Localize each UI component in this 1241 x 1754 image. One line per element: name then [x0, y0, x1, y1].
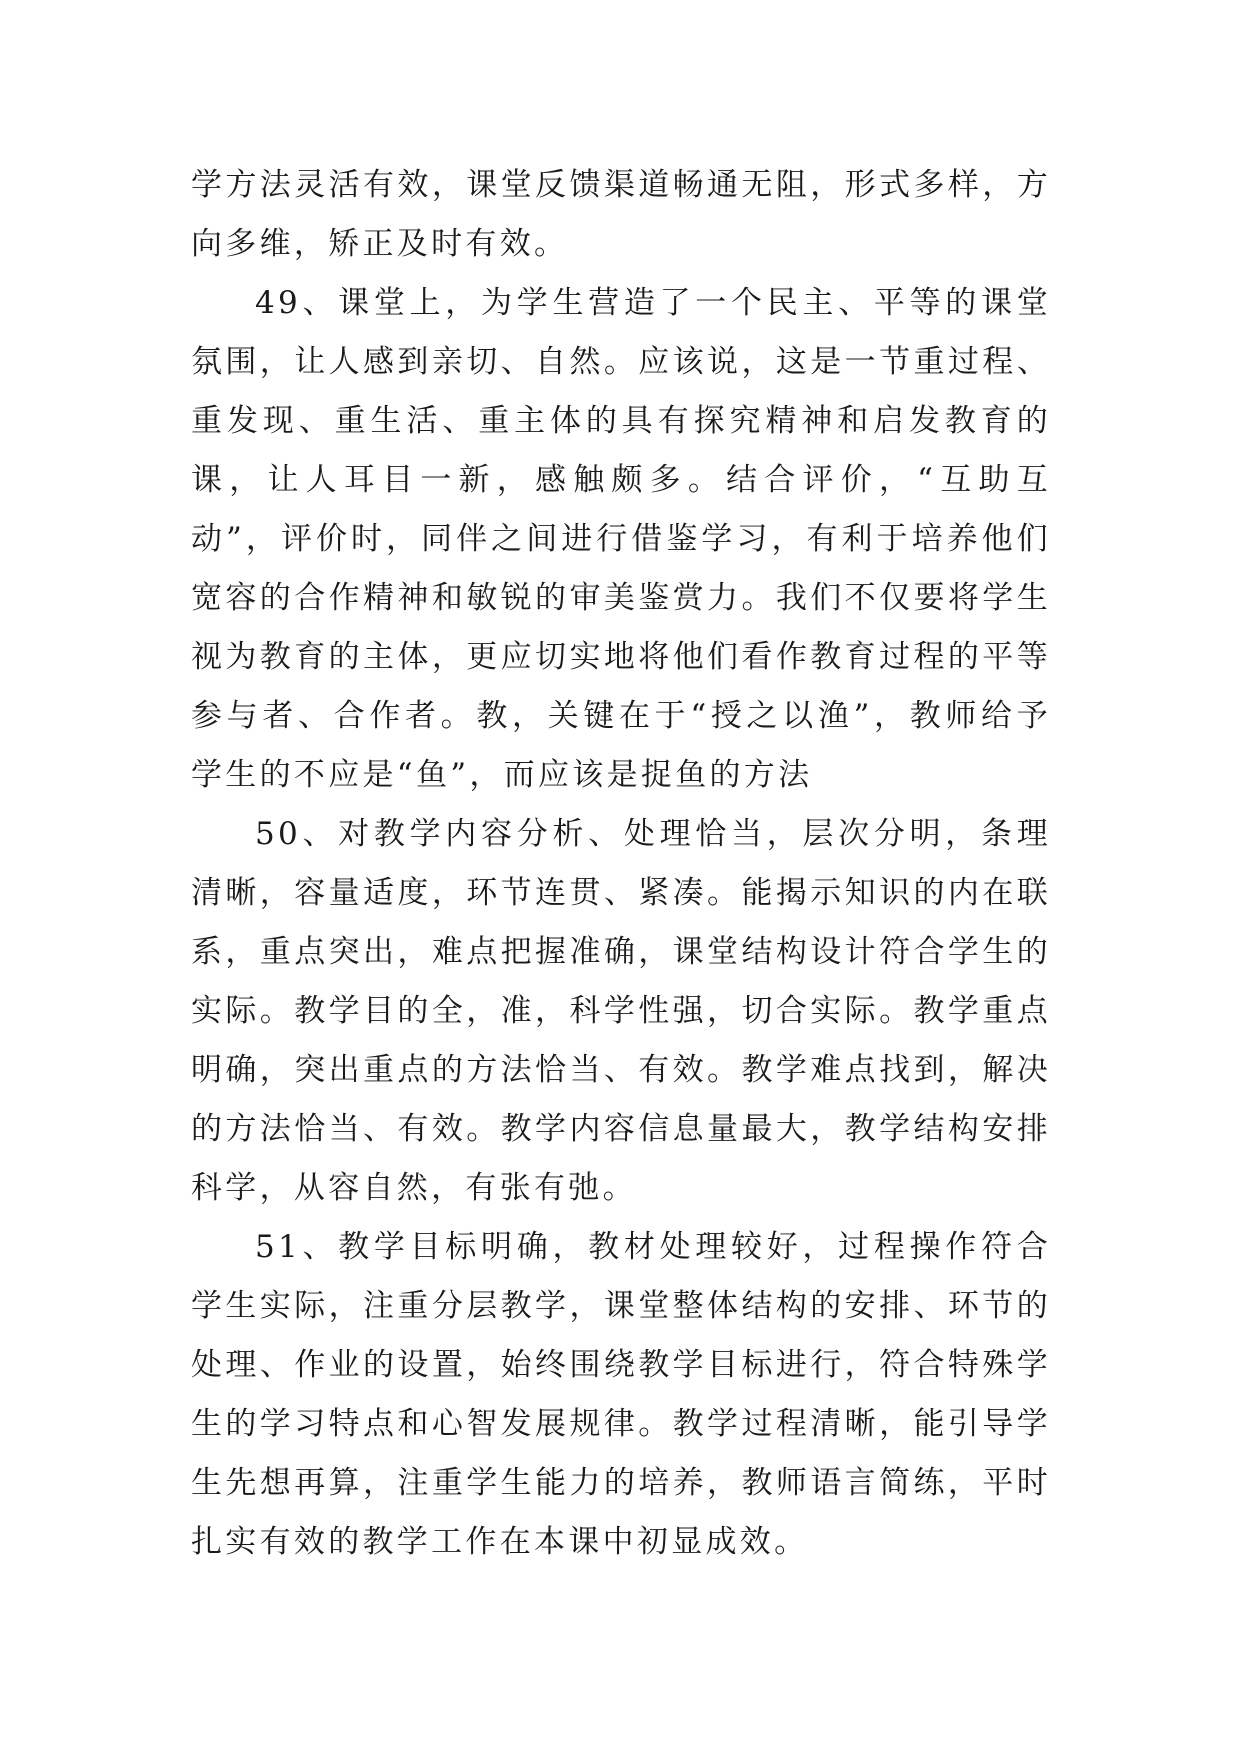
paragraph-50: 50、对教学内容分析、处理恰当，层次分明，条理清晰，容量适度，环节连贯、紧凑。能揭示知识的内在联系，重点突出，难点把握准确，课堂结构设计符合学生的实际。教学目的全，准，科学性强，切合实际。教学重点明确，突出重点的方法恰当、有效。教学难点找到，解决的方法恰当、有效。教学内容信息量最大，教学结构安排科学，从容自然，有张有弛。 [191, 816, 1051, 1206]
document-body [191, 156, 1051, 1572]
paragraph-49: 49、课堂上，为学生营造了一个民主、平等的课堂氛围，让人感到亲切、自然。应该说，这是一节重过程、重发现、重生活、重主体的具有探究精神和启发教育的课，让人耳目一新，感触颇多。结合评价，“互助互动”，评价时，同伴之间进行借鉴学习，有利于培养他们宽容的合作精神和敏锐的审美鉴赏力。我们不仅要将学生视为教育的主体，更应切实地将他们看作教育过程的平等参与者、合作者。教，关键在于“授之以渔”，教师给予学生的不应是“鱼”，而应该是捉鱼的方法 [191, 285, 1051, 793]
paragraph-51: 51、教学目标明确，教材处理较好，过程操作符合学生实际，注重分层教学，课堂整体结构的安排、环节的处理、作业的设置，始终围绕教学目标进行，符合特殊学生的学习特点和心智发展规律。教学过程清晰，能引导学生先想再算，注重学生能力的培养，教师语言简练，平时扎实有效的教学工作在本课中初显成效。 [191, 1229, 1051, 1560]
paragraph-continuation: 学方法灵活有效，课堂反馈渠道畅通无阻，形式多样，方向多维，矫正及时有效。 [191, 167, 1051, 262]
